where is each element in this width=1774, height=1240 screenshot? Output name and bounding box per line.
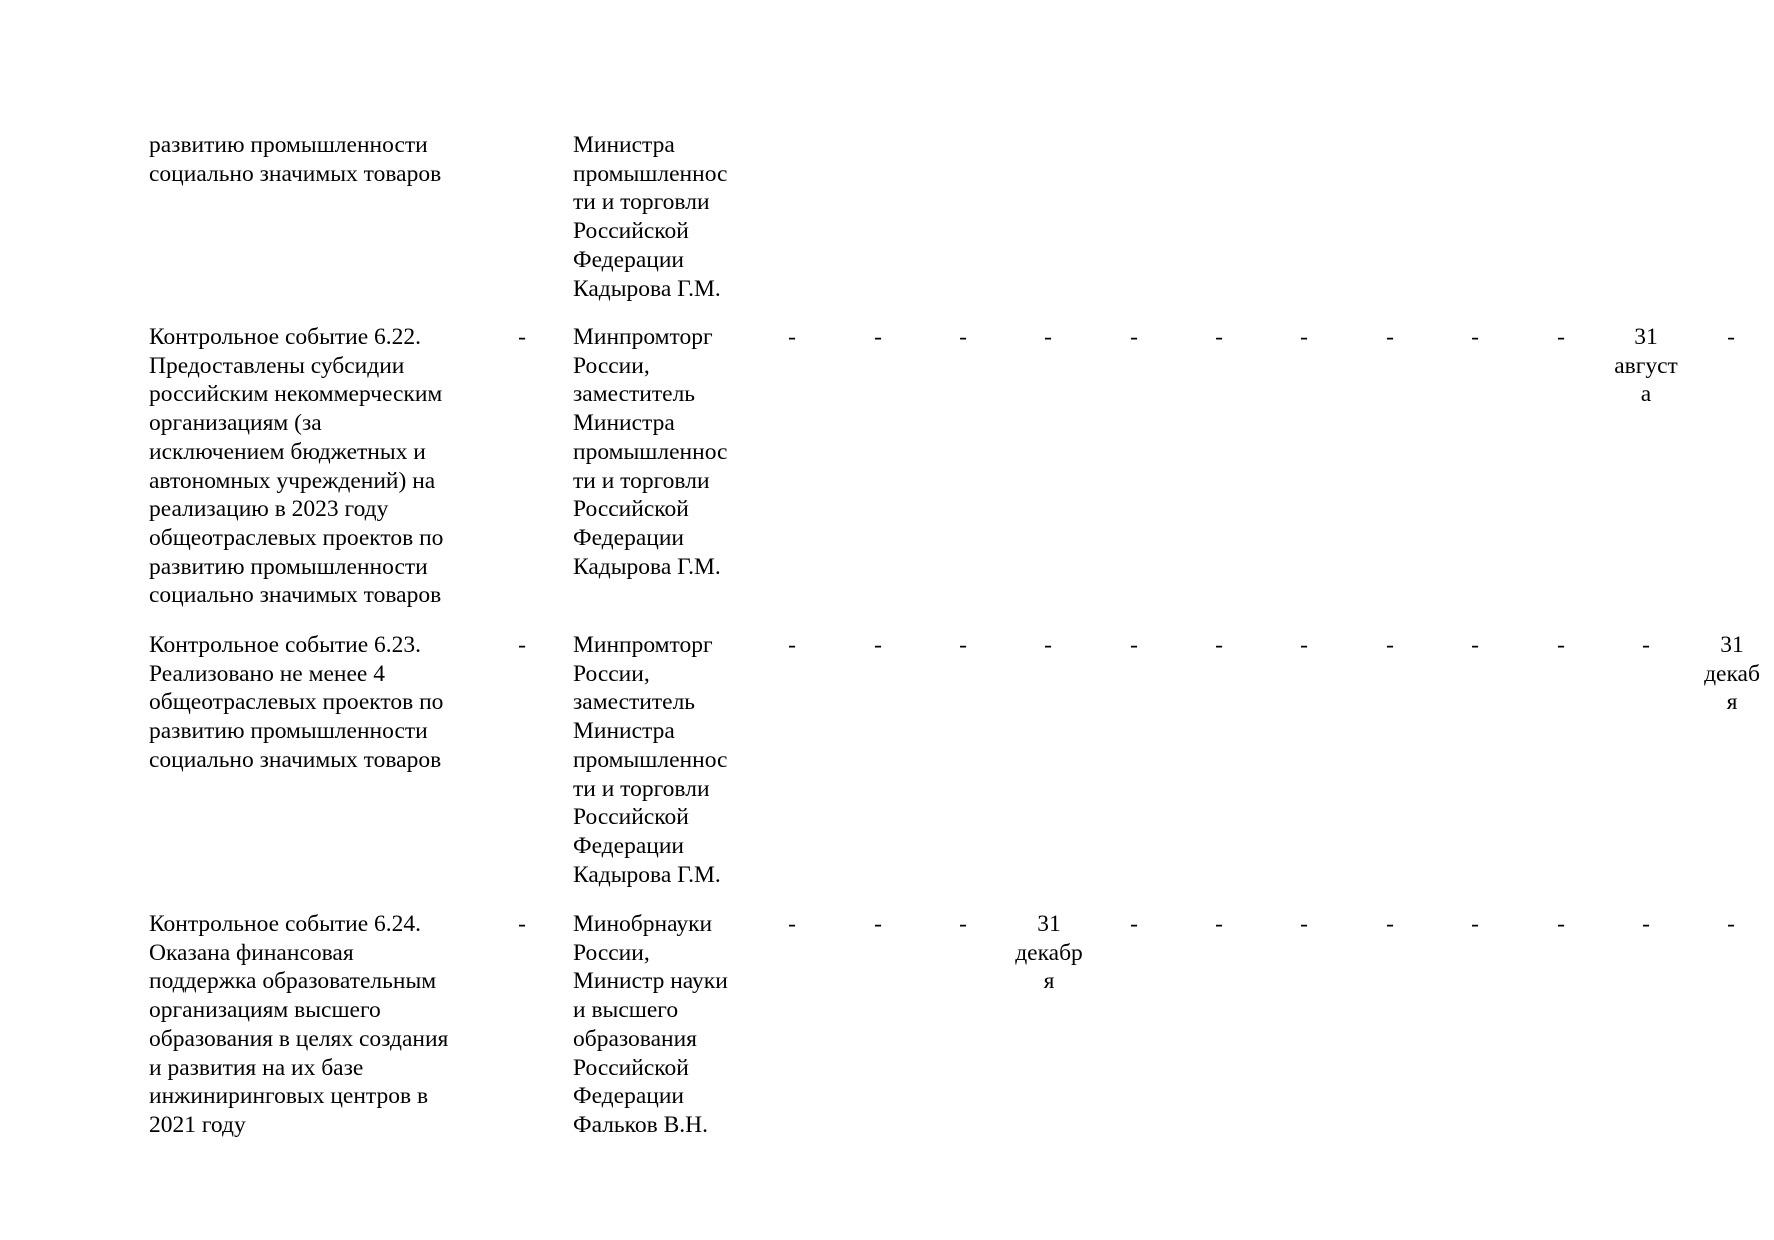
month-cell: -	[1215, 632, 1223, 658]
month-cell: -	[788, 911, 796, 937]
month-cell: -	[1557, 324, 1565, 350]
responsible-executor: Минобрнауки России, Министр науки и высшего образования Российской Федерации Фальков В.Н.	[573, 911, 728, 1138]
month-cell: -	[1130, 911, 1138, 937]
month-cell: -	[1044, 632, 1052, 658]
month-cell-date: 31 декаб я	[1704, 632, 1760, 716]
month-cell: -	[1727, 324, 1735, 350]
month-cell: -	[1557, 911, 1565, 937]
month-cell: -	[1386, 632, 1394, 658]
month-cell: -	[1642, 632, 1650, 658]
responsible-executor: Минпромторг России, заместитель Министра промышленнос ти и торговли Российской Федерации Кадырова Г.М.	[573, 324, 728, 580]
month-cell: -	[1471, 632, 1479, 658]
month-cell: -	[1300, 632, 1308, 658]
month-cell: -	[1727, 911, 1735, 937]
responsible-executor: Минпромторг России, заместитель Министра промышленнос ти и торговли Российской Федерации Кадырова Г.М.	[573, 632, 728, 888]
month-cell: -	[1130, 632, 1138, 658]
month-cell: -	[1557, 632, 1565, 658]
month-cell-date: 31 декабр я	[1015, 911, 1083, 995]
month-cell: -	[1386, 911, 1394, 937]
month-cell: -	[1215, 911, 1223, 937]
month-cell: -	[788, 632, 796, 658]
month-cell: -	[959, 324, 967, 350]
responsible-executor: Министра промышленнос ти и торговли Российской Федерации Кадырова Г.М.	[573, 132, 728, 302]
month-cell-date: 31 август а	[1614, 324, 1678, 408]
event-description: Контрольное событие 6.23. Реализовано не менее 4 общеотраслевых проектов по развитию промышленности социально значимых товаров	[149, 632, 444, 773]
month-cell: -	[1044, 324, 1052, 350]
month-cell: -	[874, 911, 882, 937]
month-cell: -	[1300, 324, 1308, 350]
table-cell: -	[518, 911, 526, 937]
table-cell: -	[518, 632, 526, 658]
event-description: развитию промышленности социально значимых товаров	[149, 132, 442, 187]
month-cell: -	[1471, 324, 1479, 350]
month-cell: -	[788, 324, 796, 350]
month-cell: -	[1471, 911, 1479, 937]
event-description: Контрольное событие 6.24. Оказана финансовая поддержка образовательным организациям высшего образования в целях создания и развития на их базе инжиниринговых центров в 2021 году	[149, 911, 449, 1138]
month-cell: -	[959, 632, 967, 658]
month-cell: -	[1386, 324, 1394, 350]
month-cell: -	[1130, 324, 1138, 350]
month-cell: -	[1215, 324, 1223, 350]
month-cell: -	[874, 324, 882, 350]
event-description: Контрольное событие 6.22. Предоставлены субсидии российским некоммерческим организациям (за исключением бюджетных и автономных учреждений) на реализацию в 2023 году общеотраслевых проектов по развитию промышленности социально значимых товаров	[149, 324, 444, 609]
month-cell: -	[1300, 911, 1308, 937]
month-cell: -	[874, 632, 882, 658]
month-cell: -	[1642, 911, 1650, 937]
table-cell: -	[518, 324, 526, 350]
month-cell: -	[959, 911, 967, 937]
